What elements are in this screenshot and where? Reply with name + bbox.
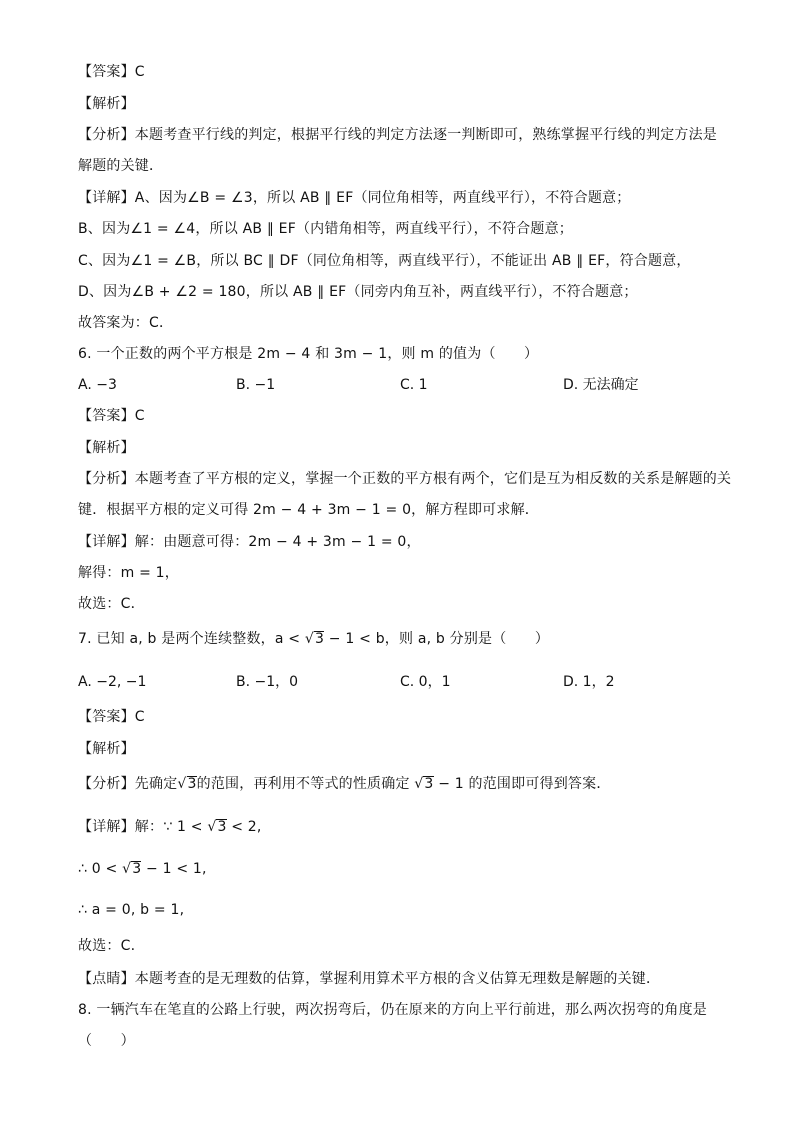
q7-step1-part1: ∴ 0 < xyxy=(78,861,118,877)
q7-detail-part2: < 2, xyxy=(231,819,262,835)
sqrt-icon: √3 xyxy=(414,776,434,792)
q7-step1-radicand: 3 xyxy=(132,861,142,877)
q7-step1 xyxy=(78,860,207,878)
q6-solve: 解得：m = 1， xyxy=(78,565,179,581)
q7-stem-part2: − 1 < b，则 a, b 分别是（ ） xyxy=(328,631,550,647)
q6-analysis-heading: 【解析】 xyxy=(78,440,135,456)
sqrt-icon: √3 xyxy=(177,776,197,792)
q7-analysis-part1: 【分析】先确定 xyxy=(78,776,178,792)
q5-detail-a: 【详解】A、因为∠B = ∠3，所以 AB ∥ EF（同位角相等，两直线平行），不符合题意； xyxy=(78,190,631,206)
sqrt-icon: √3 xyxy=(207,819,227,835)
q6-stem: 6. 一个正数的两个平方根是 2m − 4 和 3m − 1，则 m 的值为（ ） xyxy=(78,346,539,362)
q7-stem-radicand: 3 xyxy=(315,631,325,647)
q5-detail-d: D、因为∠B + ∠2 = 180，所以 AB ∥ EF（同旁内角互补，两直线平行），不符合题意； xyxy=(78,284,638,300)
q7-analysis-heading: 【解析】 xyxy=(78,741,135,757)
q7-analysis-radicand2: 3 xyxy=(424,776,434,792)
q7-detail-radicand: 3 xyxy=(217,819,227,835)
q7-option-c: C. 0，1 xyxy=(400,674,451,690)
q6-detail: 【详解】解：由题意可得：2m − 4 + 3m − 1 = 0， xyxy=(78,534,421,550)
q6-conclusion: 故选：C． xyxy=(78,596,145,612)
q7-step2: ∴ a = 0, b = 1, xyxy=(78,902,185,918)
q5-analysis-line1: 【分析】本题考查平行线的判定，根据平行线的判定方法逐一判断即可，熟练掌握平行线的判定方法是 xyxy=(78,127,717,143)
q7-analysis-part3: − 1 的范围即可得到答案． xyxy=(438,776,611,792)
q7-answer: 【答案】C xyxy=(78,709,145,725)
q7-conclusion: 故选：C. xyxy=(78,938,136,954)
q8-stem-line2: （ ） xyxy=(78,1033,135,1049)
q6-option-a: A. −3 xyxy=(78,377,117,393)
q5-conclusion: 故答案为：C． xyxy=(78,315,174,331)
q7-stem-part1: 7. 已知 a, b 是两个连续整数，a < xyxy=(78,631,301,647)
q7-analysis-radicand1: 3 xyxy=(187,776,197,792)
q7-comment: 【点睛】本题考查的是无理数的估算，掌握利用算术平方根的含义估算无理数是解题的关键． xyxy=(78,971,661,987)
q8-stem-line1: 8. 一辆汽车在笔直的公路上行驶，两次拐弯后，仍在原来的方向上平行前进，那么两次拐弯的角度是 xyxy=(78,1002,708,1018)
q7-analysis-part2: 的范围，再利用不等式的性质确定 xyxy=(196,776,410,792)
q5-detail-b: B、因为∠1 = ∠4，所以 AB ∥ EF（内错角相等，两直线平行），不符合题意； xyxy=(78,221,573,237)
q6-option-b: B. −1 xyxy=(236,377,276,393)
sqrt-icon: √3 xyxy=(304,631,325,647)
q7-option-b: B. −1，0 xyxy=(236,674,299,690)
q6-analysis-line2: 键．根据平方根的定义可得 2m − 4 + 3m − 1 = 0，解方程即可求解． xyxy=(78,502,539,518)
q6-answer: 【答案】C xyxy=(78,408,145,424)
q5-analysis-line2: 解题的关键． xyxy=(78,158,164,174)
sqrt-icon: √3 xyxy=(122,861,142,877)
q5-answer: 【答案】C xyxy=(78,64,145,80)
q7-analysis xyxy=(78,775,611,793)
q6-analysis-line1: 【分析】本题考查了平方根的定义，掌握一个正数的平方根有两个，它们是互为相反数的关系是解题的关 xyxy=(78,471,732,487)
q6-option-d: D. 无法确定 xyxy=(563,377,639,393)
q7-option-a: A. −2, −1 xyxy=(78,674,147,690)
q7-step1-part2: − 1 < 1, xyxy=(146,861,207,877)
q6-option-c: C. 1 xyxy=(400,377,428,393)
q5-analysis-heading: 【解析】 xyxy=(78,96,135,112)
q5-detail-c: C、因为∠1 = ∠B，所以 BC ∥ DF（同位角相等，两直线平行），不能证出 AB ∥ EF，符合题意， xyxy=(78,253,691,269)
q7-stem xyxy=(78,630,549,648)
q7-detail-part1: 【详解】解：∵ 1 < xyxy=(78,819,203,835)
q7-option-d: D. 1，2 xyxy=(563,674,615,690)
q7-detail xyxy=(78,818,262,836)
